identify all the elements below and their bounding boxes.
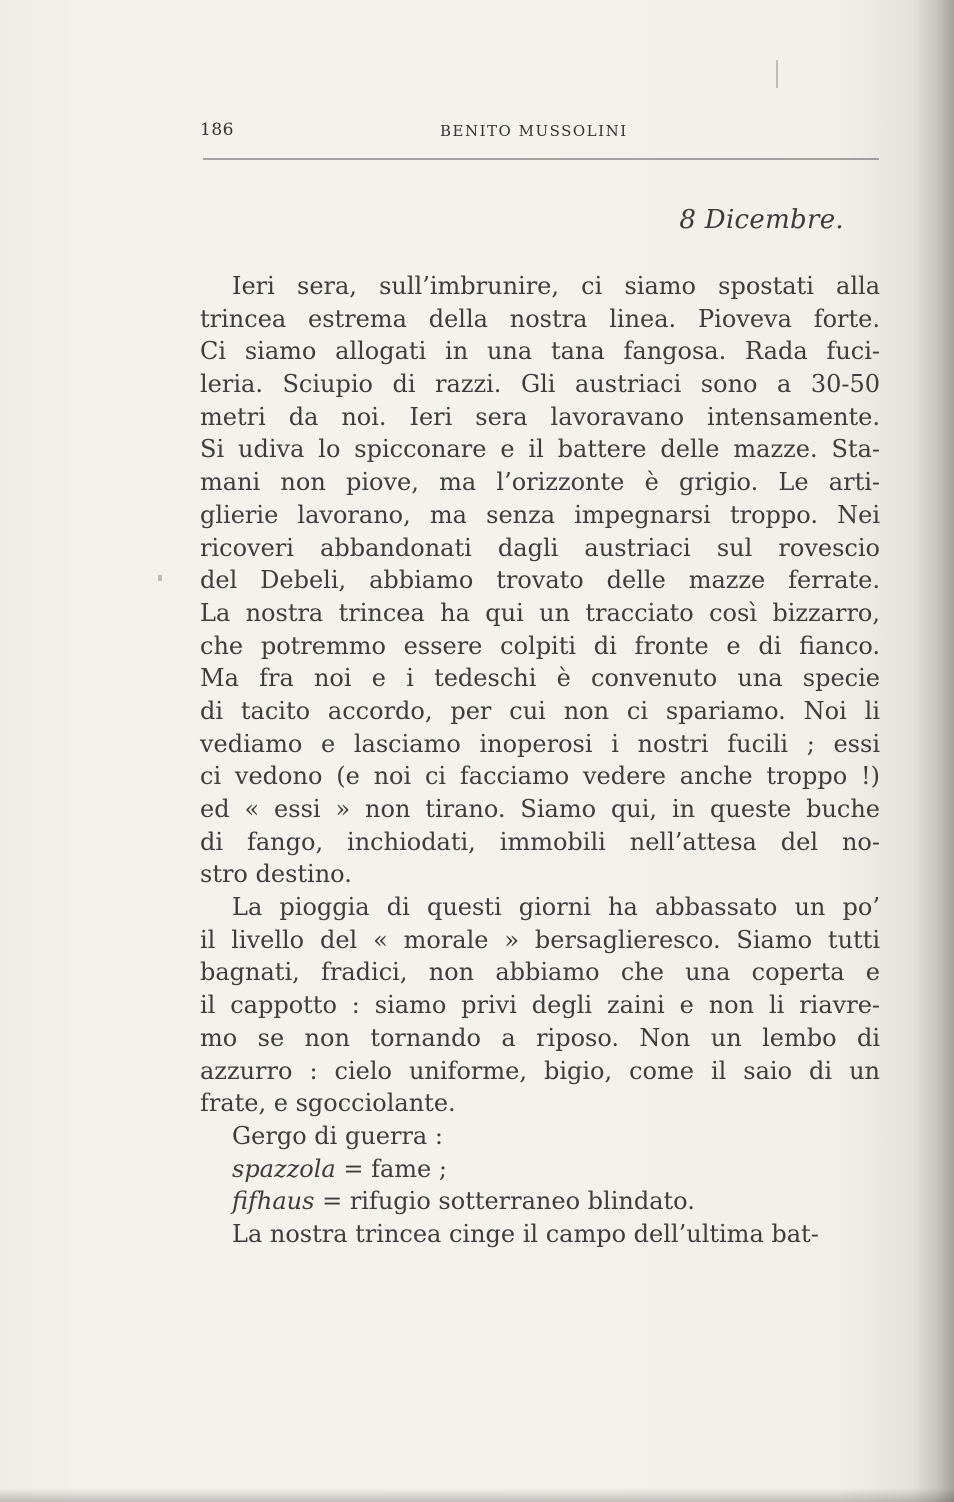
body-text: [200, 270, 880, 1251]
text-line: ed « essi » non tirano. Siamo qui, in queste buche: [200, 795, 880, 823]
scan-mark: [158, 575, 162, 581]
text-line: leria. Sciupio di razzi. Gli austriaci sono a 30-50: [200, 370, 880, 399]
text-line: del Debeli, abbiamo trovato delle mazze ferrate.: [200, 566, 880, 595]
text-line: Si udiva lo spicconare e il battere delle mazze. Sta-: [200, 435, 880, 464]
text-line: che potremmo essere colpiti di fronte e di fianco.: [200, 631, 880, 660]
text-line: Ieri sera, sull’imbrunire, ci siamo spostati alla: [232, 272, 880, 300]
text-line: ricoveri abbandonati dagli austriaci sul rovescio: [200, 533, 880, 562]
page-number: 186: [200, 120, 234, 140]
text-line: Ma fra noi e i tedeschi è convenuto una specie: [200, 664, 880, 693]
text-line: trincea estrema della nostra linea. Pioveva forte.: [200, 304, 880, 333]
entry-date: 8 Dicembre.: [679, 205, 844, 235]
glossary-definition: = rifugio sotterraneo blindato.: [322, 1187, 695, 1216]
text-line: La pioggia di questi giorni ha abbassato un po’: [232, 893, 880, 922]
header-rule: [203, 158, 879, 160]
text-line: mani non piove, ma l’orizzonte è grigio. Le arti-: [200, 468, 880, 497]
text-line: metri da noi. Ieri sera lavoravano intensamente.: [200, 402, 880, 431]
text-line: frate, e sgocciolante.: [200, 1089, 456, 1118]
glossary-term: fifhaus: [232, 1187, 315, 1216]
text-line: il livello del « morale » bersaglieresco. Siamo tutti: [200, 925, 880, 954]
text-line: di tacito accordo, per cui non ci spariamo. Noi li: [200, 696, 880, 725]
glossary-term: spazzola: [232, 1154, 336, 1183]
text-line: Ci siamo allogati in una tana fangosa. Rada fuci-: [200, 337, 880, 366]
text-line: il cappotto : siamo privi degli zaini e non li riavre-: [200, 991, 880, 1020]
text-line: azzurro : cielo uniforme, bigio, come il saio di un: [200, 1056, 880, 1085]
text-line: di fango, inchiodati, immobili nell’attesa del no-: [200, 827, 880, 856]
glossary-definition: = fame ;: [343, 1154, 447, 1183]
running-head: BENITO MUSSOLINI: [440, 122, 628, 140]
glossary-entry: [232, 1185, 880, 1218]
text-line: mo se non tornando a riposo. Non un lembo di: [200, 1023, 880, 1052]
text-line: stro destino.: [200, 860, 352, 889]
text-line: Gergo di guerra :: [232, 1121, 443, 1150]
text-line: La nostra trincea cinge il campo dell’ultima bat-: [232, 1219, 819, 1248]
page-gutter-shadow: [912, 0, 954, 1502]
scan-mark: [776, 60, 778, 88]
glossary-entry: [232, 1153, 880, 1186]
text-line: La nostra trincea ha qui un tracciato così bizzarro,: [200, 598, 880, 627]
page-header: [200, 120, 882, 154]
text-line: glierie lavorano, ma senza impegnarsi troppo. Nei: [200, 500, 880, 529]
text-line: vediamo e lasciamo inoperosi i nostri fucili ; essi: [200, 729, 880, 758]
page-bottom-edge: [0, 1488, 954, 1502]
text-line: bagnati, fradici, non abbiamo che una coperta e: [200, 958, 880, 987]
text-line: ci vedono (e noi ci facciamo vedere anche troppo !): [200, 762, 880, 791]
